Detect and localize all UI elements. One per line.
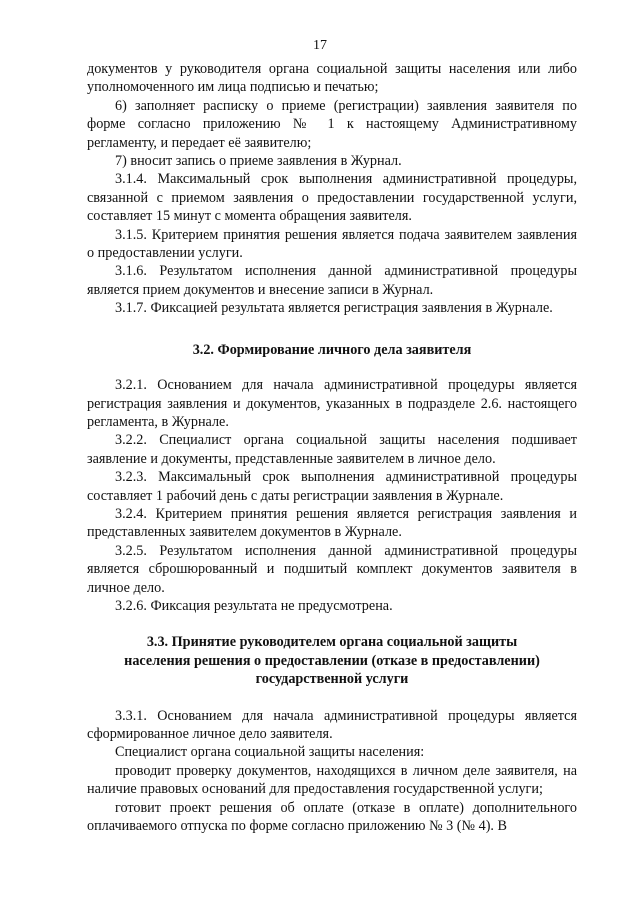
paragraph-specialist: Специалист органа социальной защиты населения:: [115, 744, 425, 761]
paragraph-3-2-3: 3.2.3. Максимальный срок выполнения административной процедуры составляет 1 рабочий день с даты регистрации заявления в Журнале.: [87, 469, 577, 504]
section-heading-3-3-line: населения решения о предоставлении (отказе в предоставлении): [124, 652, 540, 669]
paragraph-3-2-6: 3.2.6. Фиксация результата не предусмотрена.: [115, 597, 393, 614]
paragraph-3-1-4: 3.1.4. Максимальный срок выполнения административной процедуры, связанной с приемом заявления о предоставлении государственной услуги, составляет 15 минут с момента обращения заявителя.: [87, 171, 577, 225]
paragraph-item-7: 7) вносит запись о приеме заявления в Журнал.: [115, 153, 402, 170]
paragraph-3-1-6: 3.1.6. Результатом исполнения данной административной процедуры является прием документов и внесение записи в Журнал.: [87, 263, 577, 298]
paragraph-3-2-4: 3.2.4. Критерием принятия решения является регистрация заявления и представленных заявителем документов в Журнале.: [87, 505, 577, 541]
page-content: [87, 60, 577, 835]
paragraph-3-1-5: 3.1.5. Критерием принятия решения является подача заявителем заявления о предоставлении услуги.: [87, 226, 577, 262]
paragraph-3-2-2: 3.2.2. Специалист органа социальной защиты населения подшивает заявление и документы, представленные заявителем в личное дело.: [87, 432, 577, 467]
section-heading-3-2: 3.2. Формирование личного дела заявителя: [192, 341, 472, 358]
paragraph-3-3-1: 3.3.1. Основанием для начала административной процедуры является сформированное личное дело заявителя.: [87, 707, 577, 742]
paragraph-checks-documents: проводит проверку документов, находящихся в личном деле заявителя, на наличие правовых оснований для предоставления государственной услуги;: [87, 762, 577, 798]
section-heading-3-3: [87, 633, 577, 688]
paragraph-continued: документов у руководителя органа социальной защиты населения или либо уполномоченного им лица подписью и печатью;: [87, 61, 577, 96]
section-heading-3-3-line: 3.3. Принятие руководителем органа социальной защиты: [146, 634, 518, 651]
paragraph-3-1-7: 3.1.7. Фиксацией результата является регистрация заявления в Журнале.: [115, 300, 553, 317]
paragraph-prepares-decision: готовит проект решения об оплате (отказе в оплате) дополнительного оплачиваемого отпуска по форме согласно приложению № 3 (№ 4). В: [87, 799, 577, 835]
page-number: 17: [313, 38, 327, 53]
paragraph-3-2-5: 3.2.5. Результатом исполнения данной административной процедуры является сброшюрованный и подшитый комплект документов заявителя в личное дело.: [87, 542, 577, 596]
paragraph-3-2-1: 3.2.1. Основанием для начала административной процедуры является регистрация заявления и документов, указанных в подразделе 2.6. настоящего регламента, в Журнале.: [87, 377, 577, 430]
section-heading-3-3-line: государственной услуги: [255, 671, 409, 688]
paragraph-item-6: 6) заполняет расписку о приеме (регистрации) заявления заявителя по форме согласно приложению № 1 к настоящему Административному регламенту, и передает её заявителю;: [87, 97, 577, 151]
